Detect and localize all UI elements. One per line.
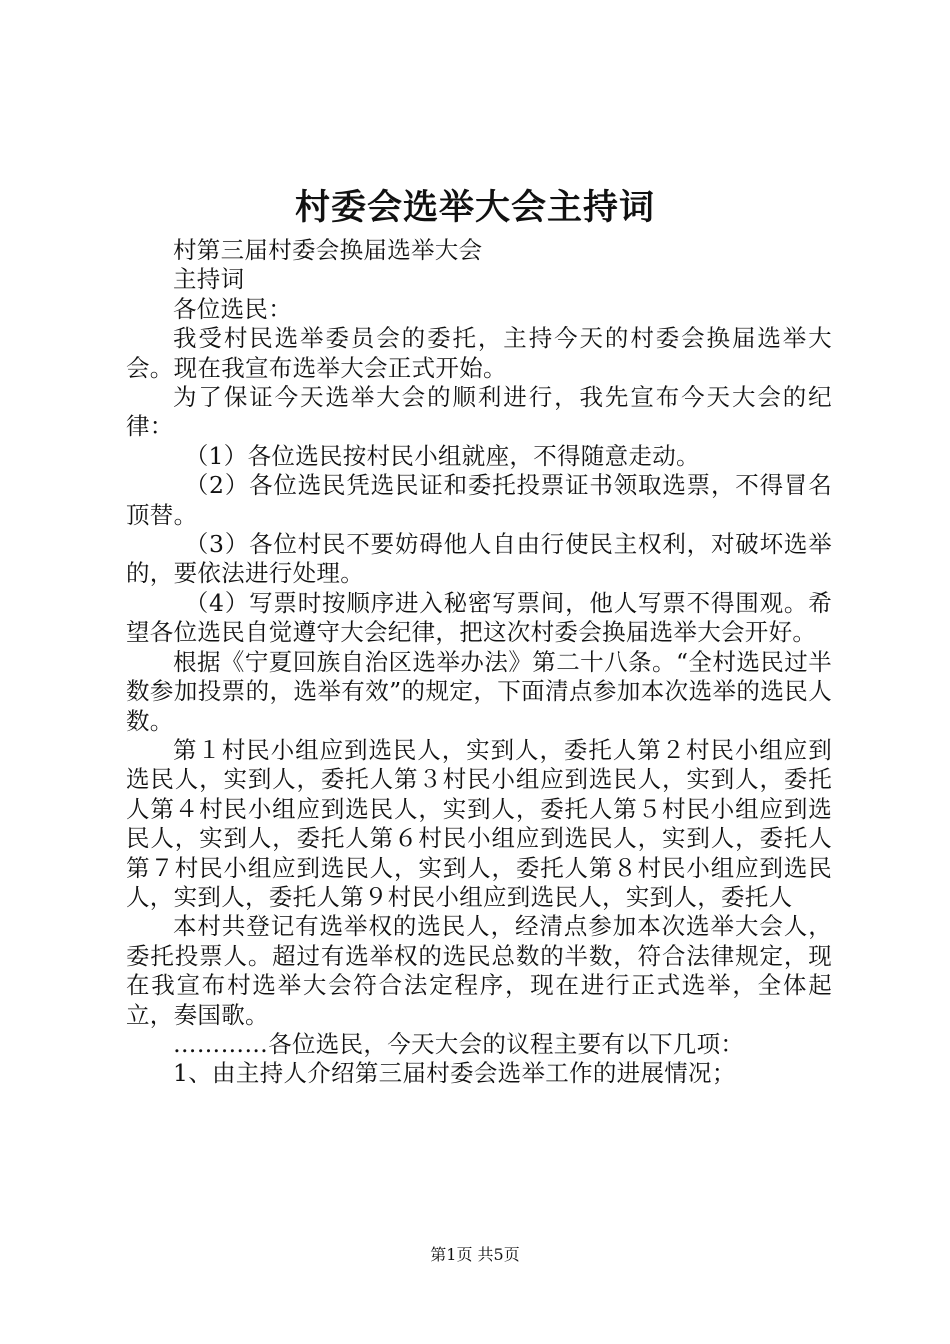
document-body xyxy=(126,236,832,1089)
paragraph-greeting: 各位选民： xyxy=(173,294,292,323)
paragraph-legal-basis: 根据《宁夏回族自治区选举办法》第二十八条。“全村选民过半数参加投票的，选举有效”的规定，下面清点参加本次选举的选民人数。 xyxy=(126,647,832,735)
paragraph-agenda-item-1: 1、由主持人介绍第三届村委会选举工作的进展情况； xyxy=(173,1059,736,1088)
paragraph-rule-1: （1）各位选民按村民小组就座，不得随意走动。 xyxy=(184,441,700,470)
paragraph-meeting-name: 村第三届村委会换届选举大会 xyxy=(173,236,483,264)
document-title: 村委会选举大会主持词 xyxy=(294,187,655,228)
paragraph-opening: 我受村民选举委员会的委托，主持今天的村委会换届选举大会。现在我宣布选举大会正式开始。 xyxy=(126,324,832,382)
paragraph-group-count: 第１村民小组应到选民人，实到人，委托人第２村民小组应到选民人，实到人，委托人第３村民小组应到选民人，实到人，委托人第４村民小组应到选民人，实到人，委托人第５村民小组应到选民人，实到人，委托人第６村民小组应到选民人，实到人，委托人第７村民小组应到选民人，实到人，委托人第８村民小组应到选民人，实到人，委托人第９村民小组应到选民人，实到人，委托人 xyxy=(126,735,832,911)
page-number: 第1页 共5页 xyxy=(430,1245,520,1264)
paragraph-agenda-intro: …………各位选民，今天大会的议程主要有以下几项： xyxy=(173,1029,745,1058)
paragraph-discipline-intro: 为了保证今天选举大会的顺利进行，我先宣布今天大会的纪律： xyxy=(126,383,832,441)
paragraph-rule-3: （3）各位村民不要妨碍他人自由行使民主权利，对破坏选举的，要依法进行处理。 xyxy=(126,530,832,588)
paragraph-rule-2: （2）各位选民凭选民证和委托投票证书领取选票，不得冒名顶替。 xyxy=(126,471,832,529)
paragraph-subtitle: 主持词 xyxy=(173,265,245,294)
paragraph-total-count: 本村共登记有选举权的选民人，经清点参加本次选举大会人，委托投票人。超过有选举权的选民总数的半数，符合法律规定，现在我宣布村选举大会符合法定程序，现在进行正式选举，全体起立，奏国歌。 xyxy=(126,912,832,1029)
paragraph-rule-4: （4）写票时按顺序进入秘密写票间，他人写票不得围观。希望各位选民自觉遵守大会纪律，把这次村委会换届选举大会开好。 xyxy=(126,588,832,647)
